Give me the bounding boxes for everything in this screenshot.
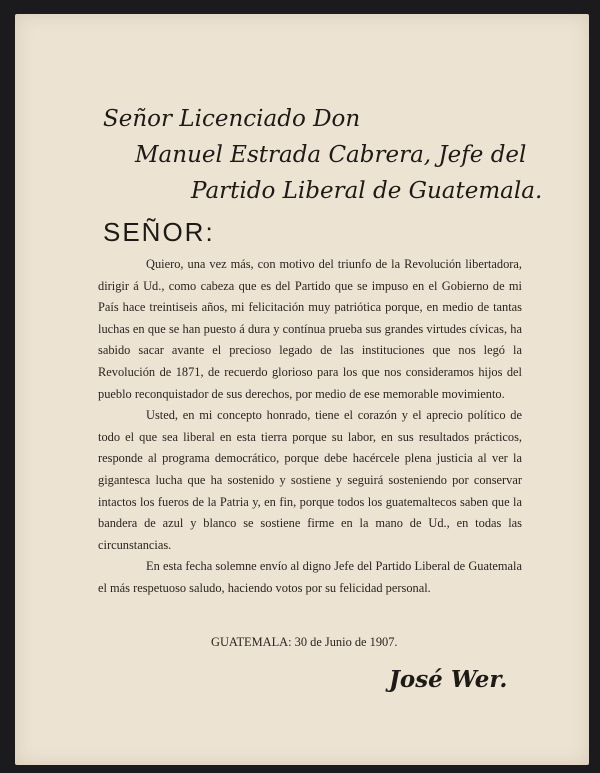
salutation-line-1: Señor Licenciado Don bbox=[103, 106, 361, 132]
signature: José Wer. bbox=[389, 666, 508, 693]
greeting: SEÑOR: bbox=[103, 217, 215, 247]
paragraph-2: Usted, en mi concepto honrado, tiene el corazón y el aprecio político de todo el que sea liberal en esta tierra porque su labor, en sus resultados prácticos, responde al programa democrático, porque debe hacércele plena justicia al ver la gigantesca lucha que ha sostenido y sostiene y seguirá sosteniendo por conservar intactos los fueros de la Patria y, en fin, porque todos los guatemaltecos saben que la bandera de azul y blanco se sostiene firme en la mano de Ud., en todas las circunstancias. bbox=[98, 408, 522, 552]
letter-page bbox=[15, 14, 589, 765]
paragraph-3: En esta fecha solemne envío al digno Jefe del Partido Liberal de Guatemala el más respetuoso saludo, haciendo votos por su felicidad personal. bbox=[98, 559, 522, 595]
paragraph-1: Quiero, una vez más, con motivo del triunfo de la Revolución libertadora, dirigir á Ud., como cabeza que es del Partido que se impuso en el Gobierno de mi País hace treintiseis años, mi felicitación muy patriótica porque, en medio de tantas luchas en que se han puesto á dura y contínua prueba sus grandes virtudes cívicas, ha sabido sacar avante el precioso legado de las instituciones que nos legó la Revolución de 1871, de recuerdo glorioso para los que nos consideramos hijos del pueblo reconquistador de sus derechos, por medio de ese memorable movimiento. bbox=[98, 257, 522, 401]
place-date: GUATEMALA: 30 de Junio de 1907. bbox=[211, 635, 398, 649]
salutation-line-2: Manuel Estrada Cabrera, Jefe del bbox=[135, 142, 527, 168]
salutation-line-3: Partido Liberal de Guatemala. bbox=[191, 178, 543, 204]
letter-body bbox=[98, 254, 522, 600]
